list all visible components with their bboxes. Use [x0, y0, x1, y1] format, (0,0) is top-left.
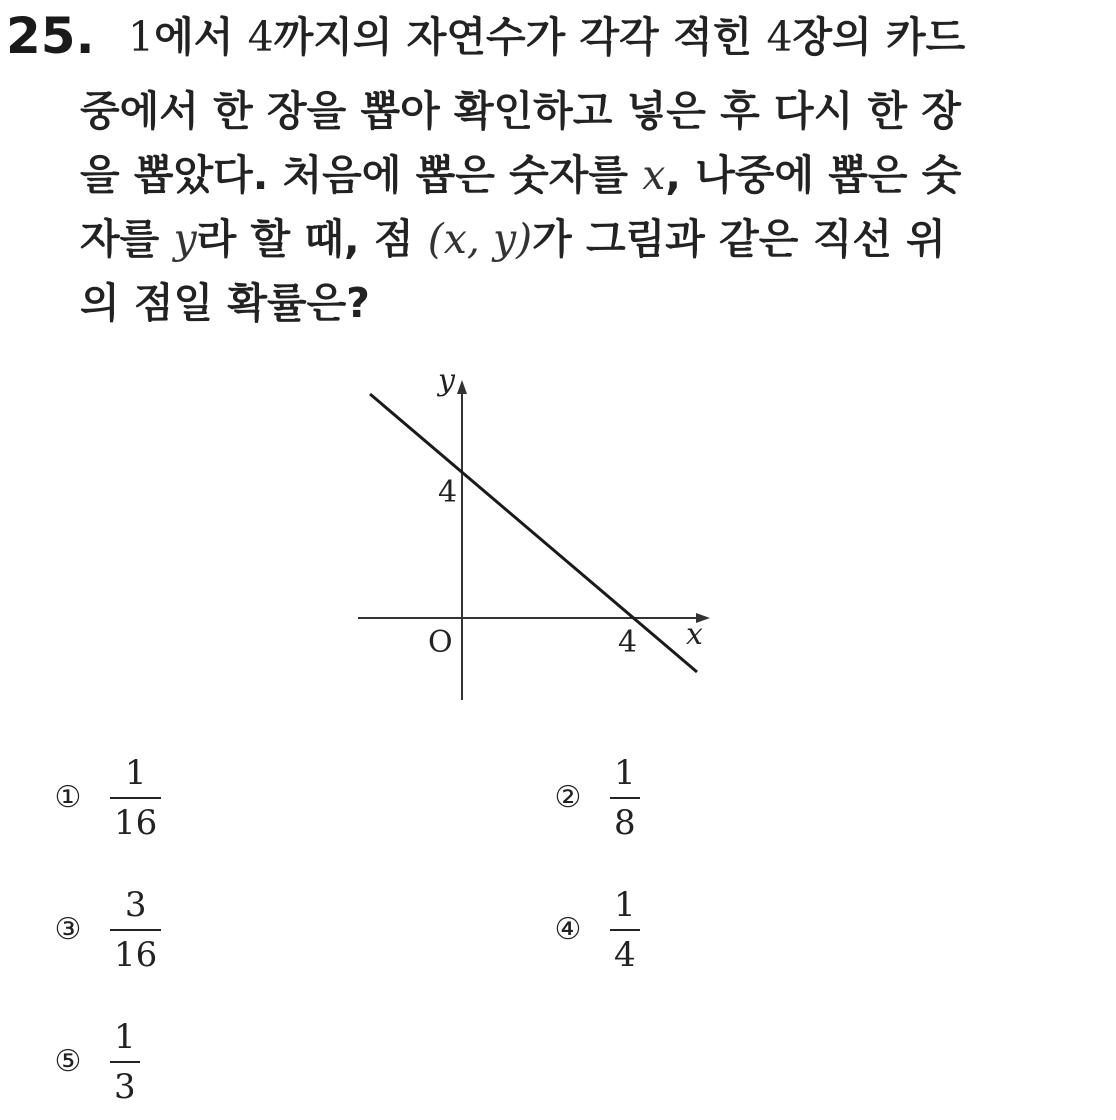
stem-text: 까지의 자연수가 각각 적힌	[273, 13, 767, 61]
fraction-bar	[110, 1061, 140, 1063]
origin-label: O	[428, 625, 453, 660]
stem-text: 중에서 한 장을 뽑아 확인하고 넣은 후 다시 한 장	[80, 87, 961, 135]
variable-x: x	[642, 151, 666, 199]
choice-4[interactable]	[548, 884, 640, 976]
stem-text: 가 그림과 같은 직선 위	[532, 215, 946, 263]
choice-2[interactable]	[548, 752, 640, 844]
denominator: 16	[114, 935, 158, 975]
stem-number: 1	[128, 13, 155, 61]
choice-5[interactable]	[48, 1016, 140, 1108]
fraction	[110, 884, 161, 976]
fraction-bar	[110, 797, 161, 799]
numerator: 1	[114, 1017, 136, 1057]
fraction-bar	[610, 929, 640, 931]
question-stem-line-1	[128, 12, 965, 62]
stem-text: 에서	[154, 13, 248, 61]
denominator: 16	[114, 803, 158, 843]
stem-text: 을 뽑았다. 처음에 뽑은 숫자를	[80, 151, 643, 199]
stem-text: 의 점일 확률은?	[80, 279, 370, 327]
denominator: 3	[114, 1067, 136, 1107]
coordinate-graph	[350, 360, 720, 710]
numerator: 3	[124, 885, 147, 925]
question-stem-line-2	[80, 86, 961, 136]
choice-1[interactable]	[48, 752, 161, 844]
variable-y: y	[173, 215, 197, 263]
question-stem-line-5	[80, 278, 370, 328]
x-axis-label: x	[686, 617, 703, 652]
fraction	[110, 1016, 140, 1108]
stem-text: 라 할 때, 점	[196, 215, 428, 263]
y-axis-label: y	[438, 363, 455, 398]
fraction	[110, 752, 161, 844]
y-intercept-label: 4	[438, 475, 458, 510]
numerator: 1	[614, 753, 636, 793]
denominator: 8	[614, 803, 636, 843]
question-stem-line-3	[80, 150, 961, 200]
fraction	[610, 752, 640, 844]
choice-marker: ①	[54, 780, 82, 815]
fraction-bar	[110, 929, 161, 931]
stem-number: 4	[247, 13, 274, 61]
choice-marker: ②	[554, 780, 582, 815]
fraction-bar	[610, 797, 640, 799]
numerator: 1	[614, 885, 636, 925]
line-graph	[370, 394, 697, 672]
fraction	[610, 884, 640, 976]
x-intercept-label: 4	[618, 625, 638, 660]
choice-3[interactable]	[48, 884, 161, 976]
stem-text: 장의 카드	[792, 13, 966, 61]
stem-text: , 나중에 뽑은 숫	[665, 151, 962, 199]
question-number: 25.	[6, 7, 95, 65]
stem-text: 자를	[80, 215, 174, 263]
choice-marker: ③	[54, 912, 82, 947]
question-stem-line-4	[80, 214, 946, 264]
numerator: 1	[124, 753, 147, 793]
point-xy: (x, y)	[427, 215, 533, 263]
stem-number: 4	[766, 13, 793, 61]
denominator: 4	[614, 935, 636, 975]
choice-marker: ④	[554, 912, 582, 947]
y-axis-arrow-icon	[457, 380, 467, 394]
choice-marker: ⑤	[54, 1044, 82, 1079]
